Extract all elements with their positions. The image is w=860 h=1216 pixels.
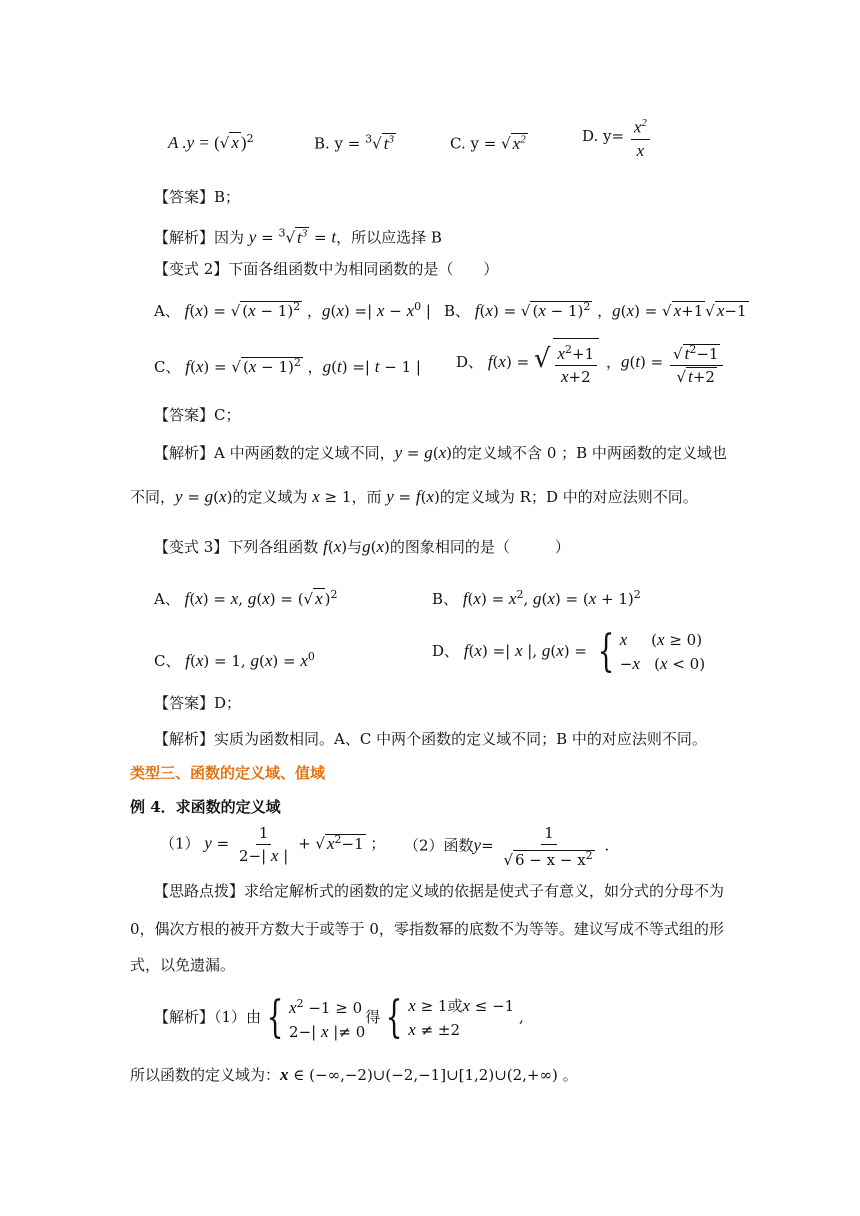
explanation-1: 【解析】因为 y = $^3$√ $t^3 = t$，所以应选择 B bbox=[154, 226, 442, 247]
option-c: C. y = √ $x^2$ bbox=[450, 133, 526, 153]
explanation-2-l2c: ，而 bbox=[351, 488, 382, 506]
explanation-1-pre: 【解析】因为 bbox=[154, 228, 245, 247]
explanation-1-post: ，所以应选择 B bbox=[336, 228, 442, 247]
variant-3-option-d: D、 f(x) =| x |, g(x) = { x (x ≥ 0) −x (x < 0) bbox=[432, 626, 706, 677]
solution-domain-label: 所以函数的定义域为： bbox=[130, 1066, 281, 1084]
example-4-part-1-label: （1） bbox=[160, 834, 200, 853]
solution-domain: 所以函数的定义域为：x ∈ (−∞,−2)∪(−2,−1]∪[1,2)∪(2,+∞) 。 bbox=[130, 1065, 578, 1084]
answer-3: 【答案】D； bbox=[154, 694, 242, 712]
option-a-label: A .y = bbox=[168, 133, 215, 152]
explanation-2-l1a: 【解析】A 中两函数的定义域不同， bbox=[154, 444, 395, 462]
section-heading: 类型三、函数的定义域、值域 bbox=[130, 764, 326, 782]
example-4-part-2: （2）函数y= $\frac{1}{√ 6 - x - x^2}$ . bbox=[404, 824, 610, 869]
example-4-title: 例 4．求函数的定义域 bbox=[130, 798, 281, 816]
variant-3-option-c: C、 f(x) = 1, $g(x) = x^0$ bbox=[154, 650, 315, 670]
variant-3-d-label: D、 bbox=[432, 642, 460, 660]
option-b: B. y = $^3$√ $t^3$ bbox=[314, 132, 394, 153]
variant-2-option-c: C、 f(x) = √ $(x - 1)^2$ ，g(t) =| t − 1 | bbox=[154, 356, 421, 376]
explanation-2-l2b: 的定义域为 bbox=[232, 488, 308, 506]
variant-2-title: 【变式 2】下面各组函数中为相同函数的是（ ） bbox=[154, 260, 499, 278]
option-d: D. y= $\frac{x^2}{x}$ bbox=[582, 112, 652, 162]
solution-1-label: 【解析】（1）由 bbox=[154, 1008, 262, 1026]
explanation-2-l2d: 的定义域为 R；D 中的对应法则不同。 bbox=[439, 488, 698, 506]
option-c-label: C. y = bbox=[450, 134, 497, 153]
option-b-label: B. y = bbox=[314, 134, 361, 153]
variant-3-option-a: A、 f(x) = x, g(x) = (√ x )$^2$ bbox=[154, 588, 338, 608]
hint-line1: 【思路点拨】求给定解析式的函数的定义域的依据是使式子有意义，如分式的分母不为 bbox=[154, 882, 725, 900]
explanation-2-l1c: ；B 中两函数的定义域也 bbox=[561, 444, 727, 462]
variant-3-option-b: B、 $f(x) = x^2$, $g(x) = (x + 1)^2$ bbox=[432, 588, 641, 608]
explanation-2-line1: 【解析】A 中两函数的定义域不同，y = g(x)的定义域不含 0 ；B 中两函数的定义域也 bbox=[154, 443, 727, 462]
variant-2-a-label: A、 bbox=[154, 302, 180, 320]
answer-2: 【答案】C； bbox=[154, 406, 241, 424]
variant-2-c-label: C、 bbox=[154, 358, 181, 376]
solution-1: 【解析】（1）由 { $x^2 -1 \ge 0$ 2−| x |≠ 0 得 { x ≥ 1或x ≤ −1 x ≠ ±2 , bbox=[154, 992, 524, 1043]
variant-2-option-a: A、 f(x) = √ $(x - 1)^2$ ，g(x) =| $x - x^0$ | bbox=[154, 300, 431, 320]
explanation-2-line2: 不同，y = g(x)的定义域为 x ≥ 1，而 y = f(x)的定义域为 R；D 中的对应法则不同。 bbox=[130, 487, 698, 506]
explanation-2-l2a: 不同， bbox=[130, 488, 176, 506]
option-a: A .y = (√ x )$^2$ bbox=[168, 132, 254, 152]
variant-3-a-label: A、 bbox=[154, 590, 180, 608]
solution-1-de: 得 bbox=[365, 1008, 381, 1026]
variant-2-b-label: B、 bbox=[444, 302, 471, 320]
variant-3-title-pre: 【变式 3】下列各组函数 bbox=[154, 538, 319, 556]
variant-3-b-label: B、 bbox=[432, 590, 459, 608]
variant-2-option-b: B、 f(x) = √ $(x - 1)^2$ ，g(x) = √ x+1 √ x−1 bbox=[444, 300, 747, 320]
example-4-part-2-label: （2）函数 bbox=[404, 836, 474, 855]
example-4-part-1: （1） y = $\frac{1}{2-| x |}$ + √ $x^2-1$ ； bbox=[160, 824, 386, 865]
hint-line3: 式，以免遗漏。 bbox=[130, 956, 236, 974]
variant-2-d-label: D、 bbox=[456, 353, 484, 371]
answer-1: 【答案】B； bbox=[154, 188, 241, 206]
hint-line2: 0，偶次方根的被开方数大于或等于 0，零指数幂的底数不为等等。建议写成不等式组的形 bbox=[130, 920, 724, 938]
variant-3-title: 【变式 3】下列各组函数 f(x)与g(x)的图象相同的是（ ） bbox=[154, 537, 570, 556]
option-d-label: D. y= bbox=[582, 126, 625, 145]
variant-3-title-post: 的图象相同的是（ ） bbox=[389, 538, 570, 556]
variant-2-option-d: D、 f(x) = √ $\frac{x^2+1}{x+2}$ ，g(t) = $\frac{√ t^2-1}{√ t+2}$ bbox=[456, 338, 725, 388]
explanation-2-l1b: 的定义域不含 bbox=[452, 444, 543, 462]
explanation-3: 【解析】实质为函数相同。A、C 中两个函数的定义域不同；B 中的对应法则不同。 bbox=[154, 730, 707, 748]
variant-3-c-label: C、 bbox=[154, 652, 181, 670]
